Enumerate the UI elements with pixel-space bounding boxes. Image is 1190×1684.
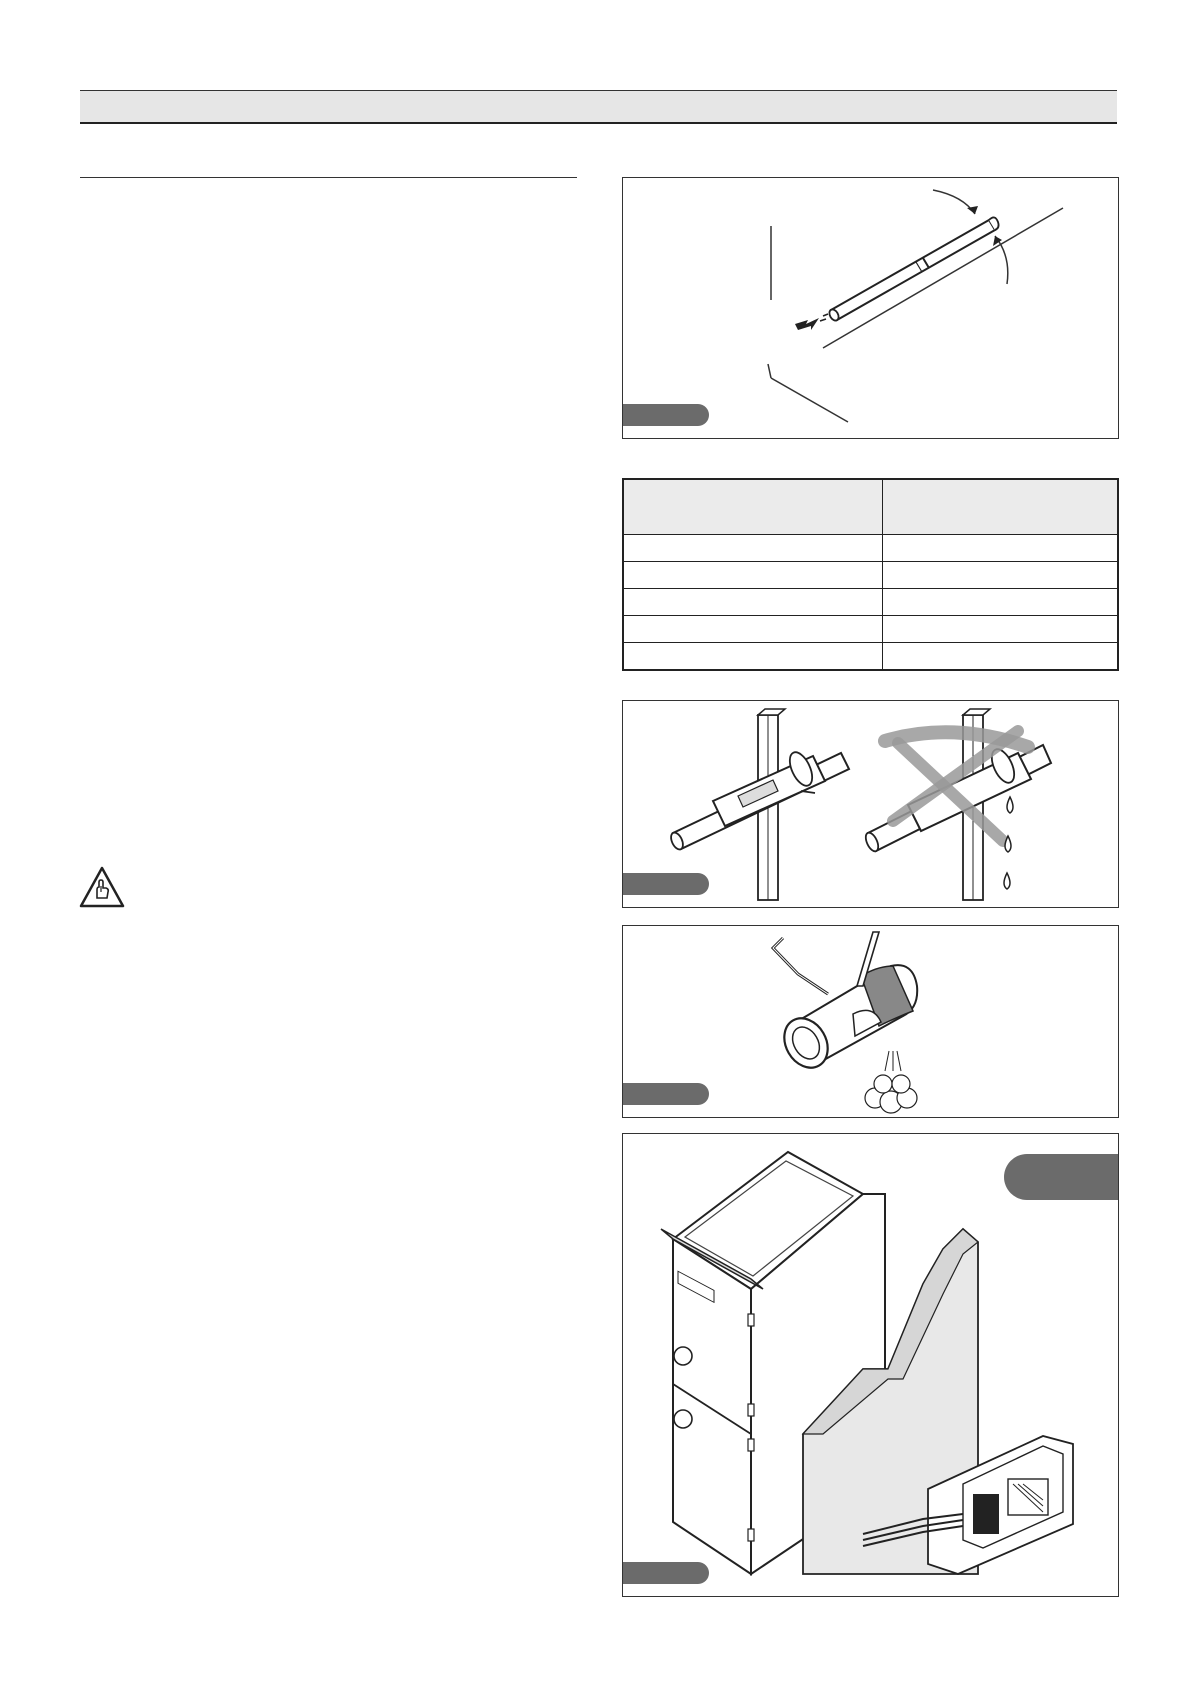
hand-pointing-warning-icon <box>78 865 126 909</box>
figure-tag <box>623 873 709 895</box>
table-cell <box>883 589 1119 616</box>
figure-tag <box>623 1562 709 1584</box>
table-header-row <box>623 479 1118 535</box>
table-row <box>623 535 1118 562</box>
pipe-table <box>622 478 1119 671</box>
table-cell <box>883 643 1119 670</box>
figure-cabinet-installation <box>622 1133 1119 1597</box>
table-header-cell <box>623 479 883 535</box>
table-row <box>623 589 1118 616</box>
figure-pipe-slope <box>622 177 1119 439</box>
figure-tag <box>1004 1154 1118 1200</box>
figure-tag <box>623 1083 709 1105</box>
table-cell <box>883 616 1119 643</box>
figure-pipe-insulation <box>622 700 1119 908</box>
table-cell <box>883 562 1119 589</box>
figure-insulation-cut <box>622 925 1119 1118</box>
table-row <box>623 616 1118 643</box>
page-header-bar <box>80 90 1117 124</box>
table-row <box>623 562 1118 589</box>
figure-tag <box>623 404 709 426</box>
section-divider <box>80 177 577 178</box>
table-cell <box>883 535 1119 562</box>
table-cell <box>623 643 883 670</box>
table-header-cell <box>883 479 1119 535</box>
table-row <box>623 643 1118 670</box>
table-cell <box>623 562 883 589</box>
table-cell <box>623 589 883 616</box>
table-cell <box>623 535 883 562</box>
table-cell <box>623 616 883 643</box>
